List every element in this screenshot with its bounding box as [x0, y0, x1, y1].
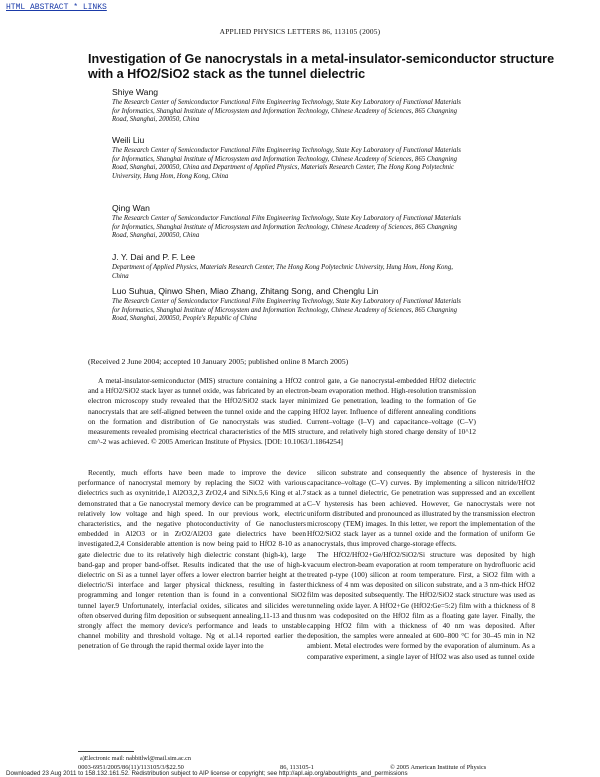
- publication-dates: (Received 2 June 2004; accepted 10 January 2005; published online 8 March 2005): [88, 357, 349, 366]
- footer-issn: 0003-6951/2005/86(11)/113105/3/$22.50: [78, 764, 184, 771]
- footnote-rule: [78, 751, 134, 752]
- author-affiliation: Department of Applied Physics, Materials Research Center, The Hong Kong Polytechnic University, Hung Hom, Hong Kong, China: [112, 264, 453, 280]
- body-column-right: [307, 468, 535, 662]
- author-affiliation: The Research Center of Semiconductor Functional Film Engineering Technology, State Key Laboratory of Functional Materials for Informatics, Shanghai Institute of Microsystem and Information Technology, Chinese Academy of Sciences, 865 Changning Road, Shanghai, 200050, China and Department of Applied Physics, Materials Research Center, The Hong Kong Polytechnic University, Hung Hom, Hong Kong, China: [112, 147, 461, 180]
- article-title: Investigation of Ge nanocrystals in a metal-insulator-semiconductor structure with a HfO2/SiO2 stack as the tunnel dielectric: [88, 52, 555, 81]
- footnote-email: a)Electronic mail: nabbitlwl@mail.sim.ac.cn: [80, 755, 192, 762]
- abstract-text: A metal-insulator-semiconductor (MIS) structure containing a HfO2 control gate, a Ge nanocrystal-embedded HfO2 dielectric and a HfO2/SiO2 stack layer as tunnel oxide, was fabricated by an electron-beam evaporation method. High-resolution transmission electron microscopy study revealed that the HfO2/SiO2 stack layer minimized Ge penetration, leading to the formation of Ge nanocrystals that are self-aligned between the tunnel oxide and the capping HfO2 layer. Influence of different annealing conditions on the formation and distribution of Ge nanocrystals was studied. Current–voltage (I–V) and capacitance–voltage (C–V) measurements revealed promising electrical characteristics of the MIS structure, and relatively high stored charge density of 10^12 cm^-2 was achieved. © 2005 American Institute of Physics. [DOI: 10.1063/1.1864254]: [88, 376, 476, 447]
- author-name: Qing Wan: [112, 203, 150, 213]
- author-affiliation: The Research Center of Semiconductor Functional Film Engineering Technology, State Key Laboratory of Functional Materials for Informatics, Shanghai Institute of Microsystem and Information Technology, Chinese Academy of Sciences, 865 Changning Road, Shanghai, 200050, China: [112, 99, 461, 124]
- body-column-left: [78, 468, 306, 652]
- body-paragraph: Recently, much efforts have been made to improve the device performance of nanocrystal memory by replacing the SiO2 with various dielectrics such as oxynitride,1 Al2O3,2,3 ZrO2,4 and SiNx.5,6 King et al.7 demonstrated that a Ge nanocrystal memory device can be programmed at a relatively low voltage and high speed. In our previous work, electric characteristics, and the negative photoconductivity of Ge nanoclusters embedded in Al2O3 or in ZrO2/Al2O3 gate dielectrics have been investigated.2,4 Considerable attention is now being paid to HfO2 8-10 as a gate dielectric due to its relatively high dielectric constant (high-k), large band-gap and proper band-offset. Results indicated that the use of high-k dielectric on Si as a tunnel layer offers a lower electron barrier height at the dielectric/Si interface and larger physical thickness, resulting in faster programming and longer retention than is found in a conventional SiO2 tunnel layer.9 Unfortunately, interfacial oxides, silicates and silicides were often observed during film deposition or subsequent annealing,11-13 and thus strongly affect the memory device's performance and leads to unstable channel mobility and threshold voltage. Ng et al.14 reported earlier the penetration of Ge through the rapid thermal oxide layer into the: [78, 468, 306, 651]
- footer-copyright: © 2005 American Institute of Physics: [390, 764, 487, 771]
- author-name: Luo Suhua, Qinwo Shen, Miao Zhang, Zhitang Song, and Chenglu Lin: [112, 286, 379, 296]
- body-paragraph: The HfO2/HfO2+Ge/HfO2/SiO2/Si structure was deposited by high vacuum electron-beam evaporation at room temperature on hydrofluoric acid treated p-type (100) silicon at room temperature. First, a SiO2 film with a thickness of 4 nm was deposited on silicon substrate, and a 3 nm-thick HfO2 film was deposited subsequently. The HfO2/SiO2 stack structure was used as tunneling oxide layer. A HfO2+Ge (HfO2:Ge=5:2) film with a thickness of 8 nm was codeposited on the HfO2 film as a floating gate layer. Finally, the capping HfO2 film with a thickness of 40 nm was deposited. After deposition, the samples were annealed at 600–800 °C for 30–45 min in N2 ambient. Metal electrodes were formed by the evaporation of aluminum. As a comparative experiment, a single layer of HfO2 was also used as tunnel oxide: [307, 549, 535, 661]
- download-notice: Downloaded 23 Aug 2011 to 158.132.161.52. Redistribution subject to AIP license or copyright; see http://apl.aip.org/about/rights_and_permissions: [6, 770, 408, 777]
- journal-header: APPLIED PHYSICS LETTERS 86, 113105 (2005): [219, 27, 381, 36]
- author-name: J. Y. Dai and P. F. Lee: [112, 252, 196, 262]
- abstract-links-nav[interactable]: HTML ABSTRACT * LINKS: [6, 3, 107, 12]
- author-affiliation: The Research Center of Semiconductor Functional Film Engineering Technology, State Key Laboratory of Functional Materials for Informatics, Shanghai Institute of Microsystem and Information Technology, Chinese Academy of Sciences, 865 Changning Road, Shanghai, 200050, People's Republic of China: [112, 298, 461, 323]
- footer-page-number: 86, 113105-1: [280, 764, 314, 771]
- author-name: Weili Liu: [112, 135, 145, 145]
- body-paragraph: silicon substrate and consequently the absence of hysteresis in the capacitance–voltage (C–V) curves. By implementing a silicon nitride/HfO2 stack as a tunnel dielectric, Ge penetration was suppressed and an excellent C–V hysteresis has been achieved. However, Ge nanocrystals were not uniform distributed and pronounced as illustrated by the transmission electron microscopy (TEM) images. In this letter, we report the implementation of the HfO2/SiO2 stack layer as a tunnel oxide and the formation of uniform Ge nanocrystals, thus improved charge-storage effects.: [307, 468, 535, 549]
- author-affiliation: The Research Center of Semiconductor Functional Film Engineering Technology, State Key Laboratory of Functional Materials for Informatics, Shanghai Institute of Microsystem and Information Technology, Chinese Academy of Sciences, 865 Changning Road, Shanghai, 200050, China: [112, 215, 461, 240]
- author-name: Shiye Wang: [112, 87, 159, 97]
